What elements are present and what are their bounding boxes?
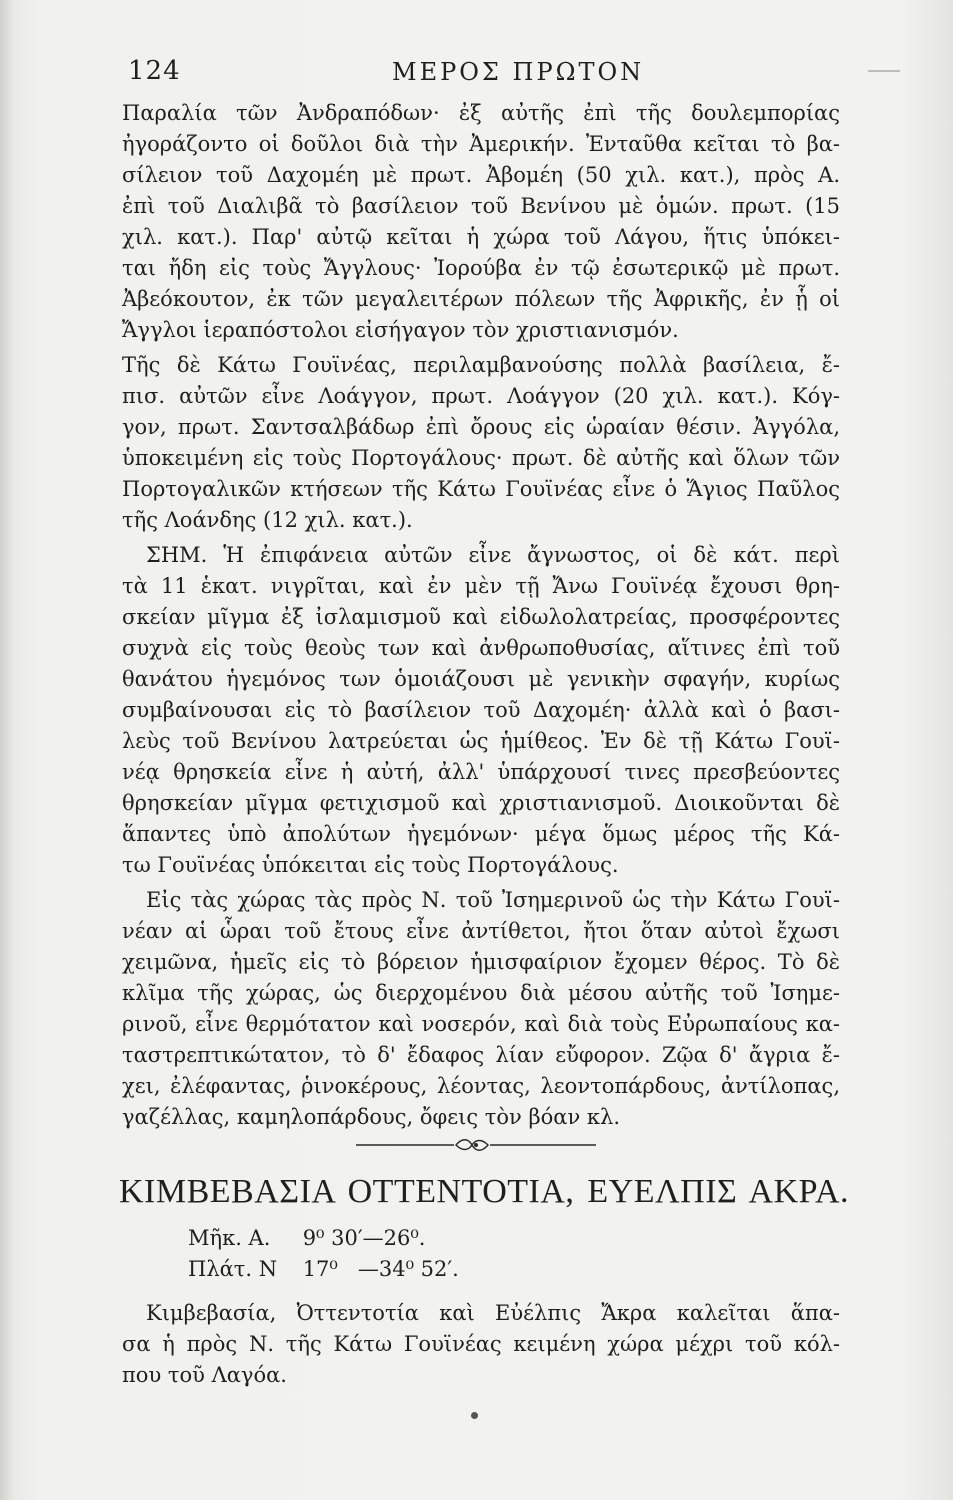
section-title: ΚΙΜΒΕΒΑΣΙΑ ΟΤΤΕΝΤΟΤΙΑ, ΕΥΕΛΠΙΣ ΑΚΡΑ. — [119, 1173, 849, 1210]
text-line: πισ. αὐτῶν εἶνε Λοάγγον, πρωτ. Λοάγγον (20 χιλ. κατ.). Κόγ- — [122, 384, 840, 408]
text-line: Πορτογαλικῶν κτήσεων τῆς Κάτω Γουϊνέας εἶνε ὁ Ἅγιος Παῦλος — [122, 477, 840, 501]
running-head — [128, 56, 846, 96]
text-line: νέαν αἱ ὧραι τοῦ ἔτους εἶνε ἀντίθετοι, ἤτοι ὅταν αὐτοὶ ἔχωσι — [122, 919, 840, 943]
text-line: χιλ. κατ.). Παρ' αὐτῷ κεῖται ἡ χώρα τοῦ Λάγου, ἥτις ὑπόκει- — [122, 225, 840, 249]
text-line: ρινοῦ, εἶνε θερμότατον καὶ νοσερόν, καὶ διὰ τοὺς Εὐρωπαίους κα- — [122, 1012, 840, 1036]
text-line: λεὺς τοῦ Βενίνου λατρεύεται ὡς ἡμίθεος. Ἐν δὲ τῇ Κάτω Γουϊ- — [122, 729, 840, 753]
text-line: Κιμβεβασία, Ὀττεντοτία καὶ Εὐέλπις Ἄκρα καλεῖται ἅπα- — [146, 1301, 840, 1325]
signature-mark — [471, 1412, 478, 1419]
text-line: τω Γουϊνέας ὑπόκειται εἰς τοὺς Πορτογάλους. — [122, 853, 619, 877]
text-line: Εἰς τὰς χώρας τὰς πρὸς Ν. τοῦ Ἰσημερινοῦ ὡς τὴν Κάτω Γουϊ- — [146, 888, 840, 912]
text-line: Ἀβεόκουτον, ἐκ τῶν μεγαλειτέρων πόλεων τῆς Ἀφρικῆς, ἐν ᾗ οἱ — [122, 287, 840, 311]
text-line: χειμῶνα, ἡμεῖς εἰς τὸ βόρειον ἡμισφαίριον ἔχομεν θέρος. Τὸ δὲ — [122, 950, 840, 974]
text-line: συχνὰ εἰς τοὺς θεοὺς των καὶ ἀνθρωποθυσίας, αἵτινες ἐπὶ τοῦ — [122, 636, 840, 660]
text-line: ἠγοράζοντο οἱ δοῦλοι διὰ τὴν Ἀμερικήν. Ἐνταῦθα κεῖται τὸ βα- — [122, 132, 840, 156]
body-text — [122, 98, 840, 1133]
coordinates-block — [188, 1223, 459, 1285]
text-line: γον, πρωτ. Σαντσαλβάδωρ ἐπὶ ὄρους εἰς ὡραίαν θέσιν. Ἀγγόλα, — [122, 415, 840, 439]
text-line: που τοῦ Λαγόα. — [122, 1363, 287, 1387]
text-line: θανάτου ἡγεμόνος των ὁμοιάζουσι μὲ γενικὴν σφαγήν, κυρίως — [122, 667, 840, 691]
section-text — [122, 1298, 840, 1391]
latitude-row — [188, 1254, 459, 1285]
longitude-label: Μῆκ. Α. — [188, 1226, 271, 1250]
running-title: ΜΕΡΟΣ ΠΡΩΤΟΝ — [392, 58, 645, 86]
latitude-value: 17⁰ —34⁰ 52′. — [302, 1257, 459, 1281]
text-line: σκείαν μῖγμα ἐξ ἰσλαμισμοῦ καὶ εἰδωλολατρείας, προσφέροντες — [122, 605, 840, 629]
text-line: ὑποκειμένη εἰς τοὺς Πορτογάλους· πρωτ. δὲ αὐτῆς καὶ ὅλων τῶν — [122, 446, 840, 470]
page-number: 124 — [128, 56, 181, 86]
header-dash-mark — [868, 70, 900, 72]
text-line: τὰ 11 ἑκατ. νιγρῖται, καὶ ἐν μὲν τῇ Ἄνω Γουϊνέᾳ ἔχουσι θρη- — [122, 574, 840, 598]
text-line: Παραλία τῶν Ἀνδραπόδων· ἐξ αὐτῆς ἐπὶ τῆς δουλεμπορίας — [122, 101, 840, 125]
text-line: γαζέλλας, καμηλοπάρδους, ὄφεις τὸν βόαν κλ. — [122, 1105, 621, 1129]
text-line: ταστρεπτικώτατον, τὸ δ' ἔδαφος λίαν εὔφορον. Ζῷα δ' ἄγρια ἔ- — [122, 1043, 840, 1067]
text-line: σίλειον τοῦ Δαχομέη μὲ πρωτ. Ἀβομέη (50 χιλ. κατ.), πρὸς Α. — [122, 163, 840, 187]
text-line: θρησκείαν μῖγμα φετιχισμοῦ καὶ χριστιανισμοῦ. Διοικοῦνται δὲ — [122, 791, 840, 815]
text-line: κλῖμα τῆς χώρας, ὡς διερχομένου διὰ μέσου αὐτῆς τοῦ Ἰσημε- — [122, 981, 840, 1005]
text-line: ἅπαντες ὑπὸ ἀπολύτων ἡγεμόνων· μέγα ὅμως μέρος τῆς Κά- — [122, 822, 840, 846]
latitude-label: Πλάτ. Ν — [188, 1257, 278, 1281]
text-line: σα ἡ πρὸς Ν. τῆς Κάτω Γουϊνέας κειμένη χώρα μέχρι τοῦ κόλ- — [122, 1332, 840, 1356]
ornamental-rule — [356, 1135, 596, 1155]
text-line: Ἄγγλοι ἱεραπόστολοι εἰσήγαγον τὸν χριστιανισμόν. — [122, 318, 679, 342]
text-line: ἐπὶ τοῦ Διαλιβᾶ τὸ βασίλειον τοῦ Βενίνου μὲ ὁμών. πρωτ. (15 — [122, 194, 840, 218]
longitude-value: 9⁰ 30′—26⁰. — [302, 1226, 426, 1250]
text-line: χει, ἐλέφαντας, ῥινοκέρους, λέοντας, λεοντοπάρδους, ἀντίλοπας, — [122, 1074, 840, 1098]
text-line: νέᾳ θρησκεία εἶνε ἡ αὐτή, ἀλλ' ὑπάρχουσί τινες πρεσβεύοντες — [122, 760, 840, 784]
text-line: Τῆς δὲ Κάτω Γουϊνέας, περιλαμβανούσης πολλὰ βασίλεια, ἔ- — [122, 353, 840, 377]
longitude-row — [188, 1223, 459, 1254]
text-line: συμβαίνουσαι εἰς τὸ βασίλειον τοῦ Δαχομέη· ἀλλὰ καὶ ὁ βασι- — [122, 698, 840, 722]
text-line: ται ἤδη εἰς τοὺς Ἄγγλους· Ἰορούβα ἐν τῷ ἐσωτερικῷ μὲ πρωτ. — [122, 256, 840, 280]
page-spine-shadow — [0, 0, 14, 1500]
text-line: ΣΗΜ. Ἡ ἐπιφάνεια αὐτῶν εἶνε ἄγνωστος, οἱ δὲ κάτ. περὶ — [146, 543, 840, 567]
text-line: τῆς Λοάνδης (12 χιλ. κατ.). — [122, 508, 413, 532]
